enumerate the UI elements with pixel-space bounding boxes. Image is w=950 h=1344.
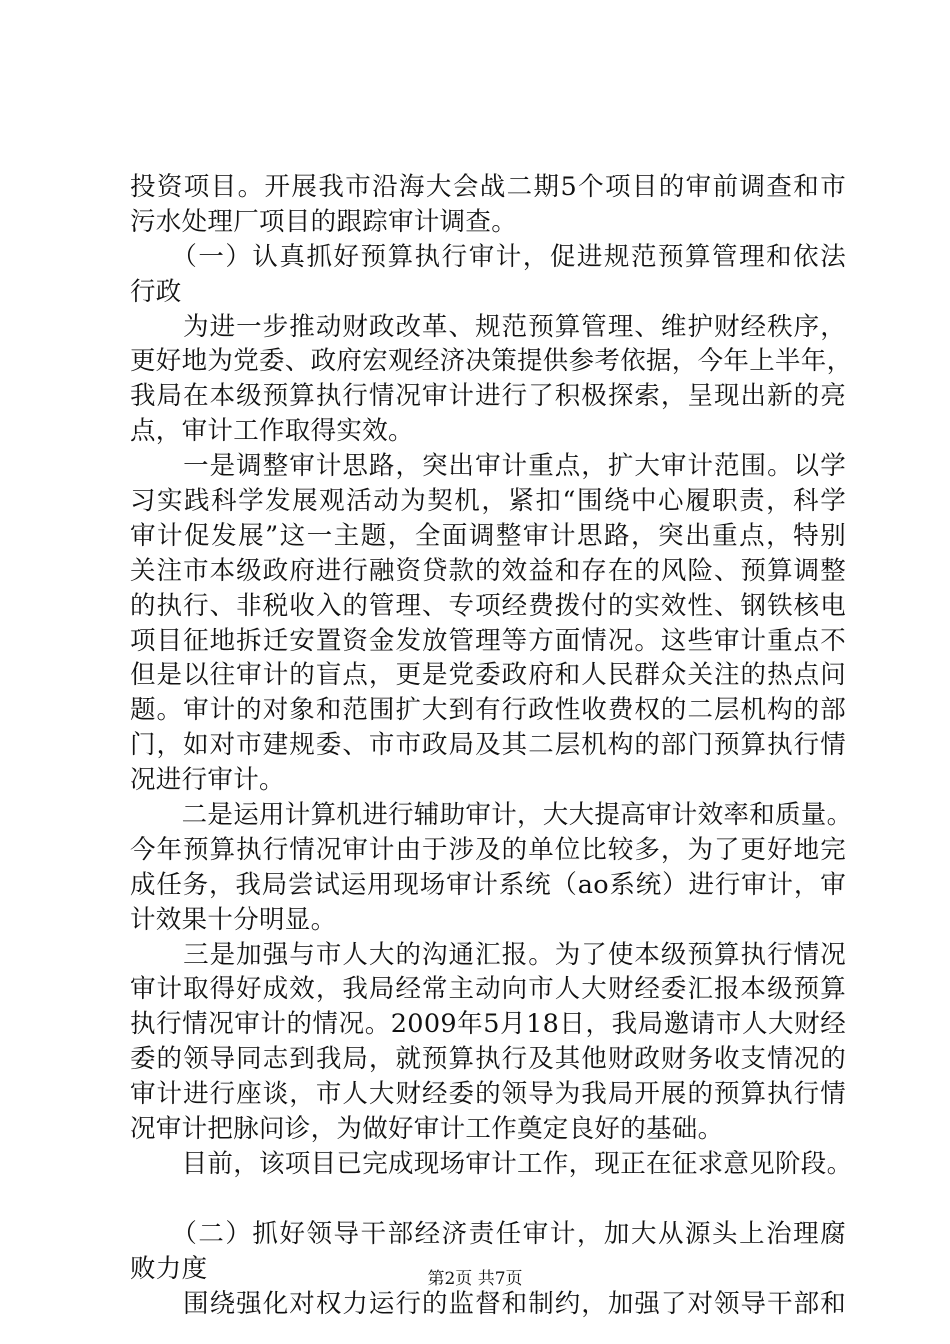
text-line: 一是调整审计思路，突出审计重点，扩大审计范围。以学 xyxy=(130,451,846,482)
text-line: （一）认真抓好预算执行审计，促进规范预算管理和依法 xyxy=(130,241,846,272)
text-line: 题。审计的对象和范围扩大到有行政性收费权的二层机构的部 xyxy=(130,695,846,726)
text-line: 委的领导同志到我局，就预算执行及其他财政财务收支情况的 xyxy=(130,1044,846,1075)
text-line: （二）抓好领导干部经济责任审计，加大从源头上治理腐 xyxy=(130,1218,846,1249)
text-line: 审计取得好成效，我局经常主动向市人大财经委汇报本级预算 xyxy=(130,974,846,1005)
text-line: 况审计把脉问诊，为做好审计工作奠定良好的基础。 xyxy=(130,1114,724,1145)
text-line: 行政 xyxy=(130,276,182,307)
text-line: 审计进行座谈，市人大财经委的领导为我局开展的预算执行情 xyxy=(130,1079,846,1110)
text-line: 门，如对市建规委、市市政局及其二层机构的部门预算执行情 xyxy=(130,730,846,761)
document-body xyxy=(130,170,853,1321)
text-line: 污水处理厂项目的跟踪审计调查。 xyxy=(130,206,518,237)
text-line: 执行情况审计的情况。2009年5月18日，我局邀请市人大财经 xyxy=(130,1009,846,1040)
text-line: 但是以往审计的盲点，更是党委政府和人民群众关注的热点问 xyxy=(130,660,846,691)
text-line: 为进一步推动财政改革、规范预算管理、维护财经秩序， xyxy=(130,311,846,342)
text-line: 我局在本级预算执行情况审计进行了积极探索，呈现出新的亮 xyxy=(130,381,846,412)
text-line: 计效果十分明显。 xyxy=(130,904,337,935)
paragraph-gap xyxy=(130,1182,846,1217)
text-line: 今年预算执行情况审计由于涉及的单位比较多，为了更好地完 xyxy=(130,834,846,865)
text-line: 投资项目。开展我市沿海大会战二期5个项目的审前调查和市 xyxy=(130,172,846,202)
text-line: 审计促发展”这一主题，全面调整审计思路，突出重点，特别 xyxy=(130,520,846,551)
text-line: 目前，该项目已完成现场审计工作，现正在征求意见阶段。 xyxy=(130,1148,853,1179)
text-line: 围绕强化对权力运行的监督和制约，加强了对领导干部和 xyxy=(130,1288,846,1319)
text-line: 成任务，我局尝试运用现场审计系统（ao系统）进行审计，审 xyxy=(130,869,846,900)
text-line: 二是运用计算机进行辅助审计，大大提高审计效率和质量。 xyxy=(130,800,853,831)
text-line: 的执行、非税收入的管理、专项经费拨付的实效性、钢铁核电 xyxy=(130,590,846,621)
text-line: 点，审计工作取得实效。 xyxy=(130,416,414,447)
text-line: 习实践科学发展观活动为契机，紧扣“围绕中心履职责，科学 xyxy=(130,486,846,517)
text-line: 三是加强与市人大的沟通汇报。为了使本级预算执行情况 xyxy=(130,939,846,970)
text-line: 况进行审计。 xyxy=(130,765,285,796)
text-line: 败力度 xyxy=(130,1253,208,1284)
page-footer: 第2页 共7页 xyxy=(427,1269,523,1289)
text-line: 更好地为党委、政府宏观经济决策提供参考依据，今年上半年， xyxy=(130,346,853,377)
text-line: 项目征地拆迁安置资金发放管理等方面情况。这些审计重点不 xyxy=(130,625,846,656)
text-line: 关注市本级政府进行融资贷款的效益和存在的风险、预算调整 xyxy=(130,555,846,586)
